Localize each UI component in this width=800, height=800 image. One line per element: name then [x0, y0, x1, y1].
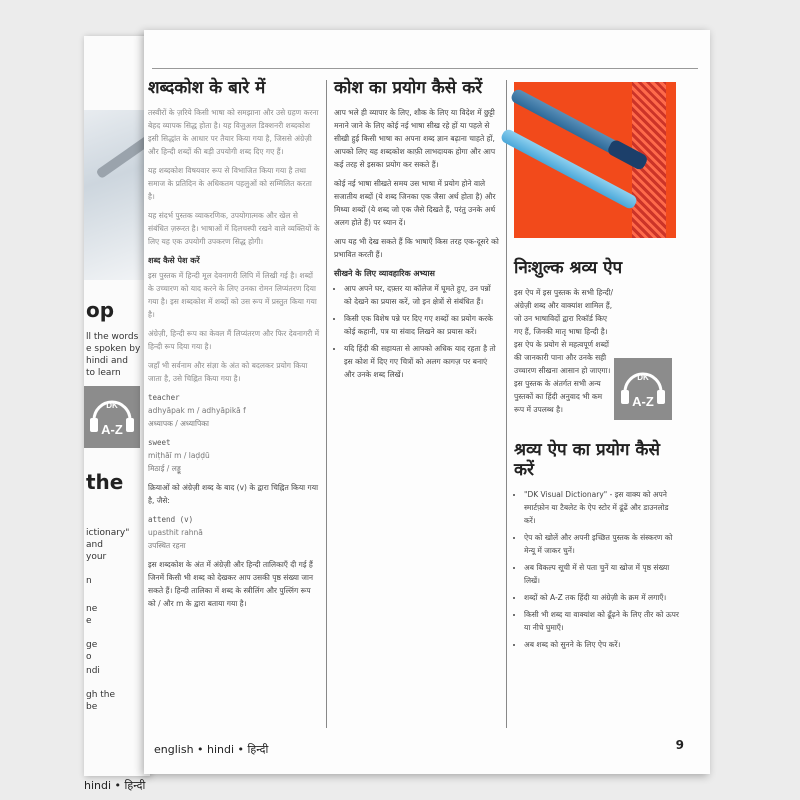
list-item: • किसी एक विशेष पन्ने पर दिए गए शब्दों का प्रयोग करके कोई कहानी, पत्र या संवाद लिखने का प्रयास करें। — [344, 312, 500, 338]
list-item: • "DK Visual Dictionary" - इस वाक्य को अपने स्मार्टफ़ोन या टैबलेट के ऐप स्टोर में ढूंढें और डाउनलोड करें। — [524, 488, 680, 527]
column-free-audio-app — [514, 258, 623, 422]
list-item: • आप अपने घर, दफ़्तर या कॉलेज में घूमते हुए, उन पन्नों को देखने का प्रयास करें, जो इन क्षेत्रों से संबंधित हैं। — [344, 282, 500, 308]
column-about-dictionary — [148, 78, 320, 616]
paragraph: आप भले ही व्यापार के लिए, शौक के लिए या विदेश में छुट्टी मनाने जाने के लिए कोई नई भाषा सीख रहे हों या पहले से सीखी हुई किसी भाषा का अपना शब्द ज्ञान बढ़ाना चाहते हों, आपको लिए यह शब्दकोश काफ़ी लाभदायक होगा और आप कई तरह से इसका प्रयोग कर सकते हैं। — [334, 108, 496, 169]
paragraph: यह संदर्भ पुस्तक व्याकरणिक, उपयोगात्मक और खेल से संबंधित ज़रूरत है। भाषाओं में दिलचस्पी रखने वाले व्यक्तियों के लिए यह एक उपयोगी उपकरण सिद्ध होगी। — [148, 211, 320, 246]
example-entry — [148, 513, 320, 552]
example-hindi: अध्यापक / अध्यापिका — [148, 419, 209, 428]
left-page-heading-fragment-2: the — [86, 470, 124, 494]
subheading: शब्द कैसे पेश करें — [148, 256, 200, 265]
list-item: • अब शब्द को सुनने के लिए ऐप करें। — [524, 638, 680, 651]
audio-app-icon — [614, 358, 672, 420]
example-entry — [148, 391, 320, 430]
left-page-text-line: ne — [86, 604, 98, 614]
badge-az-text: A-Z — [632, 394, 654, 409]
left-page-text-line: ndi — [86, 666, 100, 676]
badge-az-text: A-Z — [101, 422, 123, 437]
left-page-text-line: n — [86, 576, 92, 586]
subheading: सीखने के लिए व्यावहारिक अभ्यास — [334, 269, 435, 278]
list-item: • ऐप को खोलें और अपनी इच्छित पुस्तक के संस्करण को मेन्यू में जाकर चुनें। — [524, 531, 680, 557]
left-page-heading-fragment-1: op — [86, 298, 115, 322]
example-english: teacher — [148, 393, 180, 402]
example-english: sweet — [148, 438, 171, 447]
list-item: • किसी भी शब्द या वाक्यांश को ढूँढ़ने के लिए तीर को ऊपर या नीचे घुमाएँ। — [524, 608, 680, 634]
list-item: • यदि हिंदी की सहायता से आपको अधिक याद रहता है तो इस कोश में दिए गए चित्रों को अलग कागज़ पर बनाएं और उनके शब्द लिखें। — [344, 342, 500, 381]
paragraph: इस ऐप में इस पुस्तक के सभी हिन्दी/अंग्रेज़ी शब्द और वाक्यांश शामिल हैं, जो उन भाषाविदों द्वारा रिकॉर्ड किए गए हैं, जिनकी मातृ भाषा हिन्दी है। इस ऐप के प्रयोग से महत्वपूर्ण शब्दों की जानकारी पाना और उनके सही उच्चारण सीखना आसान हो जाएगा। इस पुस्तक के अंतर्गत सभी अन्य पुस्तकों का हिंदी अनुवाद भी कम रूप में उपलब्ध है। — [514, 288, 614, 414]
left-page-text-line: e — [86, 616, 92, 626]
left-page-text-line: o — [86, 652, 92, 662]
paragraph: क्रियाओं को अंग्रेज़ी शब्द के बाद (v) के द्वारा चिह्नित किया गया है, जैसे: — [148, 483, 319, 505]
app-steps-list — [514, 488, 680, 651]
badge-dk-text: DK — [106, 401, 118, 410]
column-how-to-use-app — [514, 440, 680, 655]
paragraph: कोई नई भाषा सीखते समय उस भाषा में प्रयोग होने वाले सजातीय शब्दों (ये शब्द जिनका एक जैसा अर्थ होता है) और मिथ्या शब्दों (ये शब्द जो एक जैसे दिखते हैं, परंतु उनके अर्थ अलग होते हैं) पर ध्यान दें। — [334, 179, 496, 227]
paragraph: यह शब्दकोश विषयवार रूप से विभाजित किया गया है तथा समाज के प्रतिदिन के अधिकतम पहलुओं को सम्मिलित करता है। — [148, 166, 312, 201]
badge-dk-text: DK — [637, 373, 649, 382]
example-roman: adhyāpak m / adhyāpikā f — [148, 406, 246, 415]
pens-on-notebook-photo — [514, 82, 676, 238]
left-page-footer: hindi • हिन्दी — [84, 779, 146, 792]
example-roman: miṭhāī m / laḍḍū — [148, 451, 210, 460]
audio-app-icon — [84, 386, 140, 448]
left-page-text-line: hindi and — [86, 356, 128, 366]
paragraph: इस शब्दकोश के अंत में अंग्रेज़ी और हिन्दी तालिकाएँ दी गई हैं जिनमें किसी भी शब्द को देखकर आप उसकी पृष्ठ संख्या जान सकते हैं। हिन्दी तालिका में शब्द के स्त्रीलिंग और पुल्लिंग रूप को / और m के द्वारा बताया गया है। — [148, 560, 314, 608]
how-to-use-heading: कोश का प्रयोग कैसे करें — [334, 78, 483, 98]
left-page-text-line: ge — [86, 640, 98, 650]
column-how-to-use — [334, 78, 500, 385]
left-page-text-line: ictionary" — [86, 528, 130, 538]
paragraph: इस पुस्तक में हिन्दी मूल देवनागरी लिपि में लिखी गई है। शब्दों के उच्चारण को याद करने के लिए उनका रोमन लिप्यंतरण दिया गया है। इस शब्दकोश में शब्दों को उस रूप में प्रस्तुत किया गया है। — [148, 271, 317, 319]
left-page-text-line: and — [86, 540, 103, 550]
about-dictionary-heading: शब्दकोश के बारे में — [148, 78, 266, 98]
page-footer: english • hindi • हिन्दी — [154, 743, 269, 756]
left-page — [84, 36, 150, 792]
free-audio-app-heading: निःशुल्क श्रव्य ऐप — [514, 258, 623, 278]
column-divider — [506, 80, 507, 728]
top-rule — [152, 68, 698, 69]
left-page-text-line: gh the — [86, 690, 116, 700]
right-page — [144, 30, 710, 774]
practice-list — [334, 282, 500, 381]
how-to-use-app-heading: श्रव्य ऐप का प्रयोग कैसे करें — [514, 440, 660, 480]
paragraph: तस्वीरों के ज़रिये किसी भाषा को समझाना और उसे ग्रहण करना बेहद व्यापक सिद्ध होता है। यह विजुअल डिक्शनरी शब्दकोश इसी सिद्धांत के आधार पर तैयार किया गया है, जिससे अंग्रेज़ी और हिन्दी शब्दों की बड़ी उपयोगी शब्द दिए गए हैं। — [148, 108, 319, 156]
example-entry — [148, 436, 320, 475]
example-roman: upasthit rahnā — [148, 528, 203, 537]
column-divider — [326, 80, 327, 728]
left-page-text-line: e spoken by — [86, 344, 141, 354]
example-hindi: मिठाई / लड्डू — [148, 464, 181, 473]
left-page-text-line: ll the words — [86, 332, 139, 342]
paragraph: आप यह भी देख सकते हैं कि भाषाएँ किस तरह एक-दूसरे को प्रभावित करती हैं। — [334, 237, 499, 259]
paragraph: जहाँ भी सर्वनाम और संज्ञा के अंत को बदलकर प्रयोग किया जाता है, उसे चिह्नित किया गया है। — [148, 361, 308, 383]
list-item: • शब्दों को A-Z तक हिंदी या अंग्रेज़ी के क्रम में लगाएँ। — [524, 591, 680, 604]
left-page-text-line: to learn — [86, 368, 121, 378]
paragraph: अंग्रेज़ी, हिन्दी रूप का केवल मैं लिप्यंतरण और फिर देवनागरी में हिन्दी रूप दिया गया है। — [148, 329, 320, 351]
page-number: 9 — [675, 738, 684, 752]
left-page-photo — [84, 110, 150, 280]
example-english: attend (v) — [148, 515, 194, 524]
left-page-text-line: be — [86, 702, 98, 712]
list-item: • अब विकल्प सूची में से पता चुनें या खोज में पृष्ठ संख्या लिखें। — [524, 561, 680, 587]
example-hindi: उपस्थित रहना — [148, 541, 186, 550]
left-page-text-line: your — [86, 552, 107, 562]
